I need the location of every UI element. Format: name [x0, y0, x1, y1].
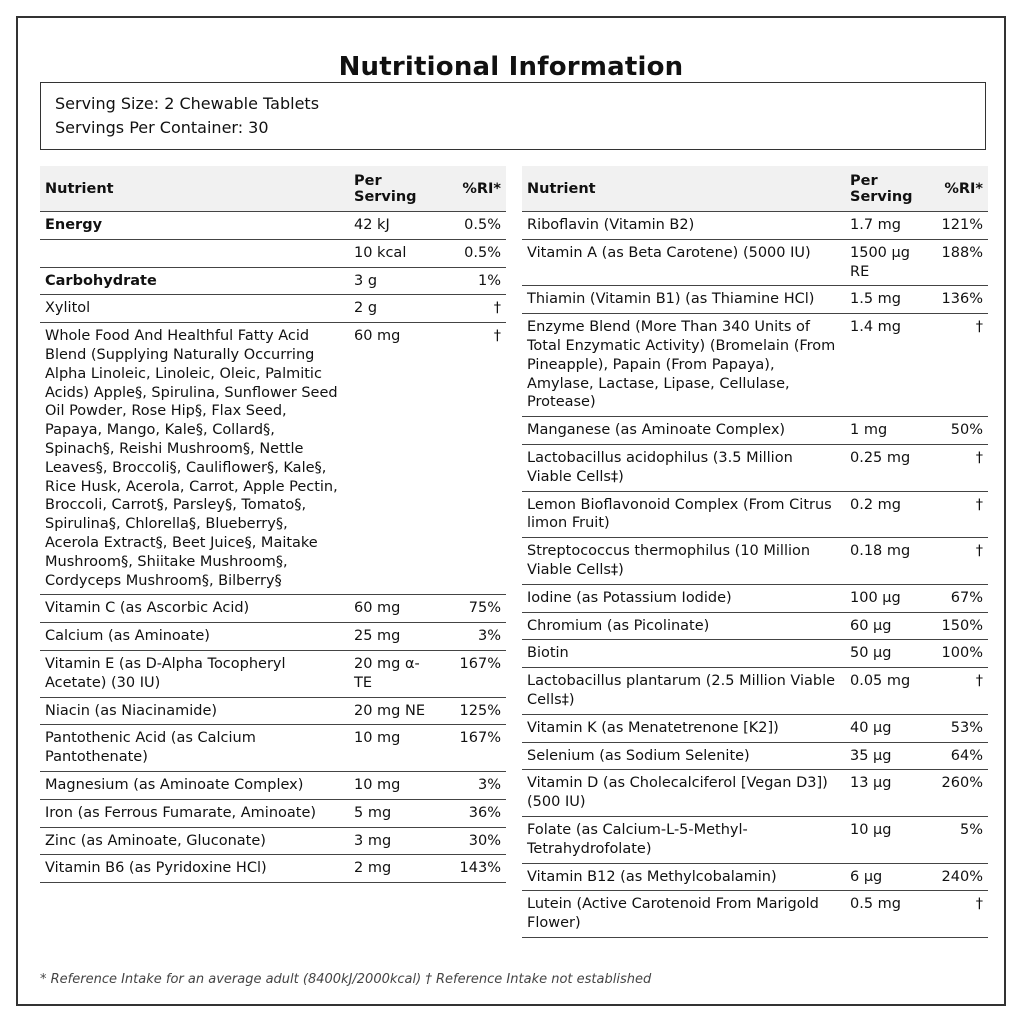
per-serving-value: 13 µg	[845, 770, 933, 817]
ri-value: 240%	[933, 863, 988, 891]
ri-value: 143%	[441, 855, 506, 883]
ri-value: 67%	[933, 584, 988, 612]
ri-value: 53%	[933, 714, 988, 742]
right-nutrient-table-container	[522, 166, 988, 938]
header-nutrient: Nutrient	[522, 166, 845, 212]
per-serving-value: 5 mg	[349, 799, 441, 827]
ri-value: †	[933, 668, 988, 715]
ri-value: 5%	[933, 816, 988, 863]
per-serving-value: 1500 µg RE	[845, 239, 933, 286]
table-row	[522, 770, 988, 817]
per-serving-value: 0.5 mg	[845, 891, 933, 938]
nutrient-name: Iron (as Ferrous Fumarate, Aminoate)	[40, 799, 349, 827]
ri-value: †	[441, 323, 506, 595]
table-row	[522, 714, 988, 742]
per-serving-value: 10 kcal	[349, 239, 441, 267]
nutrient-name: Biotin	[522, 640, 845, 668]
per-serving-value: 20 mg α-TE	[349, 650, 441, 697]
per-serving-value: 1 mg	[845, 417, 933, 445]
nutrient-name: Lutein (Active Carotenoid From Marigold Flower)	[522, 891, 845, 938]
per-serving-value: 0.18 mg	[845, 538, 933, 585]
ri-value: 0.5%	[441, 239, 506, 267]
ri-value: 1%	[441, 267, 506, 295]
table-row	[522, 668, 988, 715]
table-row	[522, 286, 988, 314]
table-row	[522, 314, 988, 417]
ri-value: 50%	[933, 417, 988, 445]
table-row	[522, 742, 988, 770]
ri-value: 36%	[441, 799, 506, 827]
ri-value: †	[933, 891, 988, 938]
table-row	[522, 212, 988, 240]
per-serving-value: 60 mg	[349, 323, 441, 595]
table-row	[40, 771, 506, 799]
left-nutrient-table	[40, 166, 506, 883]
ri-value: 260%	[933, 770, 988, 817]
nutrient-name: Niacin (as Niacinamide)	[40, 697, 349, 725]
table-row	[40, 650, 506, 697]
table-header-row	[40, 166, 506, 212]
right-nutrient-table	[522, 166, 988, 938]
per-serving-value: 10 mg	[349, 771, 441, 799]
nutrient-name: Lactobacillus plantarum (2.5 Million Viable Cells‡)	[522, 668, 845, 715]
per-serving-value: 10 mg	[349, 725, 441, 772]
header-ri: %RI*	[441, 166, 506, 212]
table-row	[40, 212, 506, 240]
per-serving-value: 1.4 mg	[845, 314, 933, 417]
nutrient-name: Magnesium (as Aminoate Complex)	[40, 771, 349, 799]
nutrient-name: Lactobacillus acidophilus (3.5 Million Viable Cells‡)	[522, 444, 845, 491]
table-row	[40, 239, 506, 267]
nutrient-name: Streptococcus thermophilus (10 Million Viable Cells‡)	[522, 538, 845, 585]
right-table-body	[522, 212, 988, 938]
per-serving-value: 0.2 mg	[845, 491, 933, 538]
ri-value: 3%	[441, 623, 506, 651]
table-row	[522, 491, 988, 538]
table-row	[40, 799, 506, 827]
left-table-body	[40, 212, 506, 883]
nutrient-name: Selenium (as Sodium Selenite)	[522, 742, 845, 770]
ri-value: 167%	[441, 650, 506, 697]
header-nutrient: Nutrient	[40, 166, 349, 212]
ri-value: 150%	[933, 612, 988, 640]
nutrient-name: Calcium (as Aminoate)	[40, 623, 349, 651]
ri-value: †	[933, 314, 988, 417]
nutrient-name: Energy	[40, 212, 349, 240]
header-per-serving: Per Serving	[349, 166, 441, 212]
ri-value: †	[933, 444, 988, 491]
table-row	[522, 612, 988, 640]
ri-value: 121%	[933, 212, 988, 240]
ri-value: †	[933, 538, 988, 585]
nutrient-name	[40, 239, 349, 267]
nutrient-name: Vitamin A (as Beta Carotene) (5000 IU)	[522, 239, 845, 286]
table-row	[40, 697, 506, 725]
ri-value: 100%	[933, 640, 988, 668]
table-row	[522, 538, 988, 585]
nutrient-name: Chromium (as Picolinate)	[522, 612, 845, 640]
serving-size: Serving Size: 2 Chewable Tablets	[55, 94, 320, 113]
nutrient-name: Thiamin (Vitamin B1) (as Thiamine HCl)	[522, 286, 845, 314]
nutrient-name: Riboflavin (Vitamin B2)	[522, 212, 845, 240]
header-per-serving: Per Serving	[845, 166, 933, 212]
servings-per-container: Servings Per Container: 30	[55, 118, 269, 137]
per-serving-value: 3 mg	[349, 827, 441, 855]
nutrient-name: Vitamin K (as Menatetrenone [K2])	[522, 714, 845, 742]
header-ri: %RI*	[933, 166, 988, 212]
table-row	[40, 855, 506, 883]
per-serving-value: 0.25 mg	[845, 444, 933, 491]
per-serving-value: 42 kJ	[349, 212, 441, 240]
nutrient-name: Zinc (as Aminoate, Gluconate)	[40, 827, 349, 855]
per-serving-value: 1.7 mg	[845, 212, 933, 240]
nutrient-name: Iodine (as Potassium Iodide)	[522, 584, 845, 612]
table-row	[40, 595, 506, 623]
per-serving-value: 40 µg	[845, 714, 933, 742]
ri-value: 75%	[441, 595, 506, 623]
per-serving-value: 50 µg	[845, 640, 933, 668]
table-row	[522, 584, 988, 612]
left-nutrient-table-container	[40, 166, 506, 883]
per-serving-value: 6 µg	[845, 863, 933, 891]
nutrient-name: Vitamin C (as Ascorbic Acid)	[40, 595, 349, 623]
per-serving-value: 60 µg	[845, 612, 933, 640]
ri-value: †	[441, 295, 506, 323]
ri-value: 64%	[933, 742, 988, 770]
nutrient-name: Folate (as Calcium-L-5-Methyl-Tetrahydrofolate)	[522, 816, 845, 863]
nutrient-name: Carbohydrate	[40, 267, 349, 295]
nutrient-name: Xylitol	[40, 295, 349, 323]
per-serving-value: 25 mg	[349, 623, 441, 651]
per-serving-value: 20 mg NE	[349, 697, 441, 725]
ri-value: 30%	[441, 827, 506, 855]
table-row	[522, 891, 988, 938]
ri-value: 188%	[933, 239, 988, 286]
table-row	[522, 640, 988, 668]
nutrition-panel	[16, 16, 1006, 1006]
table-row	[40, 623, 506, 651]
nutrient-name: Vitamin B12 (as Methylcobalamin)	[522, 863, 845, 891]
footnote: * Reference Intake for an average adult (8400kJ/2000kcal) † Reference Intake not established	[40, 972, 652, 987]
table-row	[522, 417, 988, 445]
per-serving-value: 35 µg	[845, 742, 933, 770]
ri-value: 136%	[933, 286, 988, 314]
table-row	[40, 725, 506, 772]
per-serving-value: 2 g	[349, 295, 441, 323]
nutrient-name: Vitamin E (as D-Alpha Tocopheryl Acetate) (30 IU)	[40, 650, 349, 697]
ri-value: †	[933, 491, 988, 538]
per-serving-value: 1.5 mg	[845, 286, 933, 314]
per-serving-value: 3 g	[349, 267, 441, 295]
nutrient-name: Lemon Bioflavonoid Complex (From Citrus limon Fruit)	[522, 491, 845, 538]
per-serving-value: 100 µg	[845, 584, 933, 612]
nutrient-name: Whole Food And Healthful Fatty Acid Blend (Supplying Naturally Occurring Alpha Linoleic, Linoleic, Oleic, Palmitic Acids) Apple§, Spirulina, Sunflower Seed Oil Powder, Rose Hip§, Flax Seed, Papaya, Mango, Kale§, Collard§, Spinach§, Reishi Mushroom§, Nettle Leaves§, Broccoli§, Cauliflower§, Kale§, Rice Husk, Acerola, Carrot, Apple Pectin, Broccoli, Carrot§, Parsley§, Tomato§, Spirulina§, Chlorella§, Blueberry§, Acerola Extract§, Beet Juice§, Maitake Mushroom§, Shiitake Mushroom§, Cordyceps Mushroom§, Bilberry§	[40, 323, 349, 595]
table-row	[40, 323, 506, 595]
per-serving-value: 0.05 mg	[845, 668, 933, 715]
table-header-row	[522, 166, 988, 212]
ri-value: 0.5%	[441, 212, 506, 240]
ri-value: 167%	[441, 725, 506, 772]
serving-info-box	[40, 82, 986, 150]
nutrient-name: Vitamin D (as Cholecalciferol [Vegan D3]) (500 IU)	[522, 770, 845, 817]
per-serving-value: 2 mg	[349, 855, 441, 883]
nutrient-name: Vitamin B6 (as Pyridoxine HCl)	[40, 855, 349, 883]
table-row	[522, 444, 988, 491]
table-row	[522, 816, 988, 863]
table-row	[40, 295, 506, 323]
table-row	[522, 863, 988, 891]
nutrient-name: Manganese (as Aminoate Complex)	[522, 417, 845, 445]
table-row	[522, 239, 988, 286]
nutrient-name: Enzyme Blend (More Than 340 Units of Total Enzymatic Activity) (Bromelain (From Pineapple), Papain (From Papaya), Amylase, Lactase, Lipase, Cellulase, Protease)	[522, 314, 845, 417]
ri-value: 125%	[441, 697, 506, 725]
per-serving-value: 10 µg	[845, 816, 933, 863]
per-serving-value: 60 mg	[349, 595, 441, 623]
table-row	[40, 267, 506, 295]
ri-value: 3%	[441, 771, 506, 799]
page-title: Nutritional Information	[338, 52, 684, 82]
nutrient-name: Pantothenic Acid (as Calcium Pantothenate)	[40, 725, 349, 772]
table-row	[40, 827, 506, 855]
